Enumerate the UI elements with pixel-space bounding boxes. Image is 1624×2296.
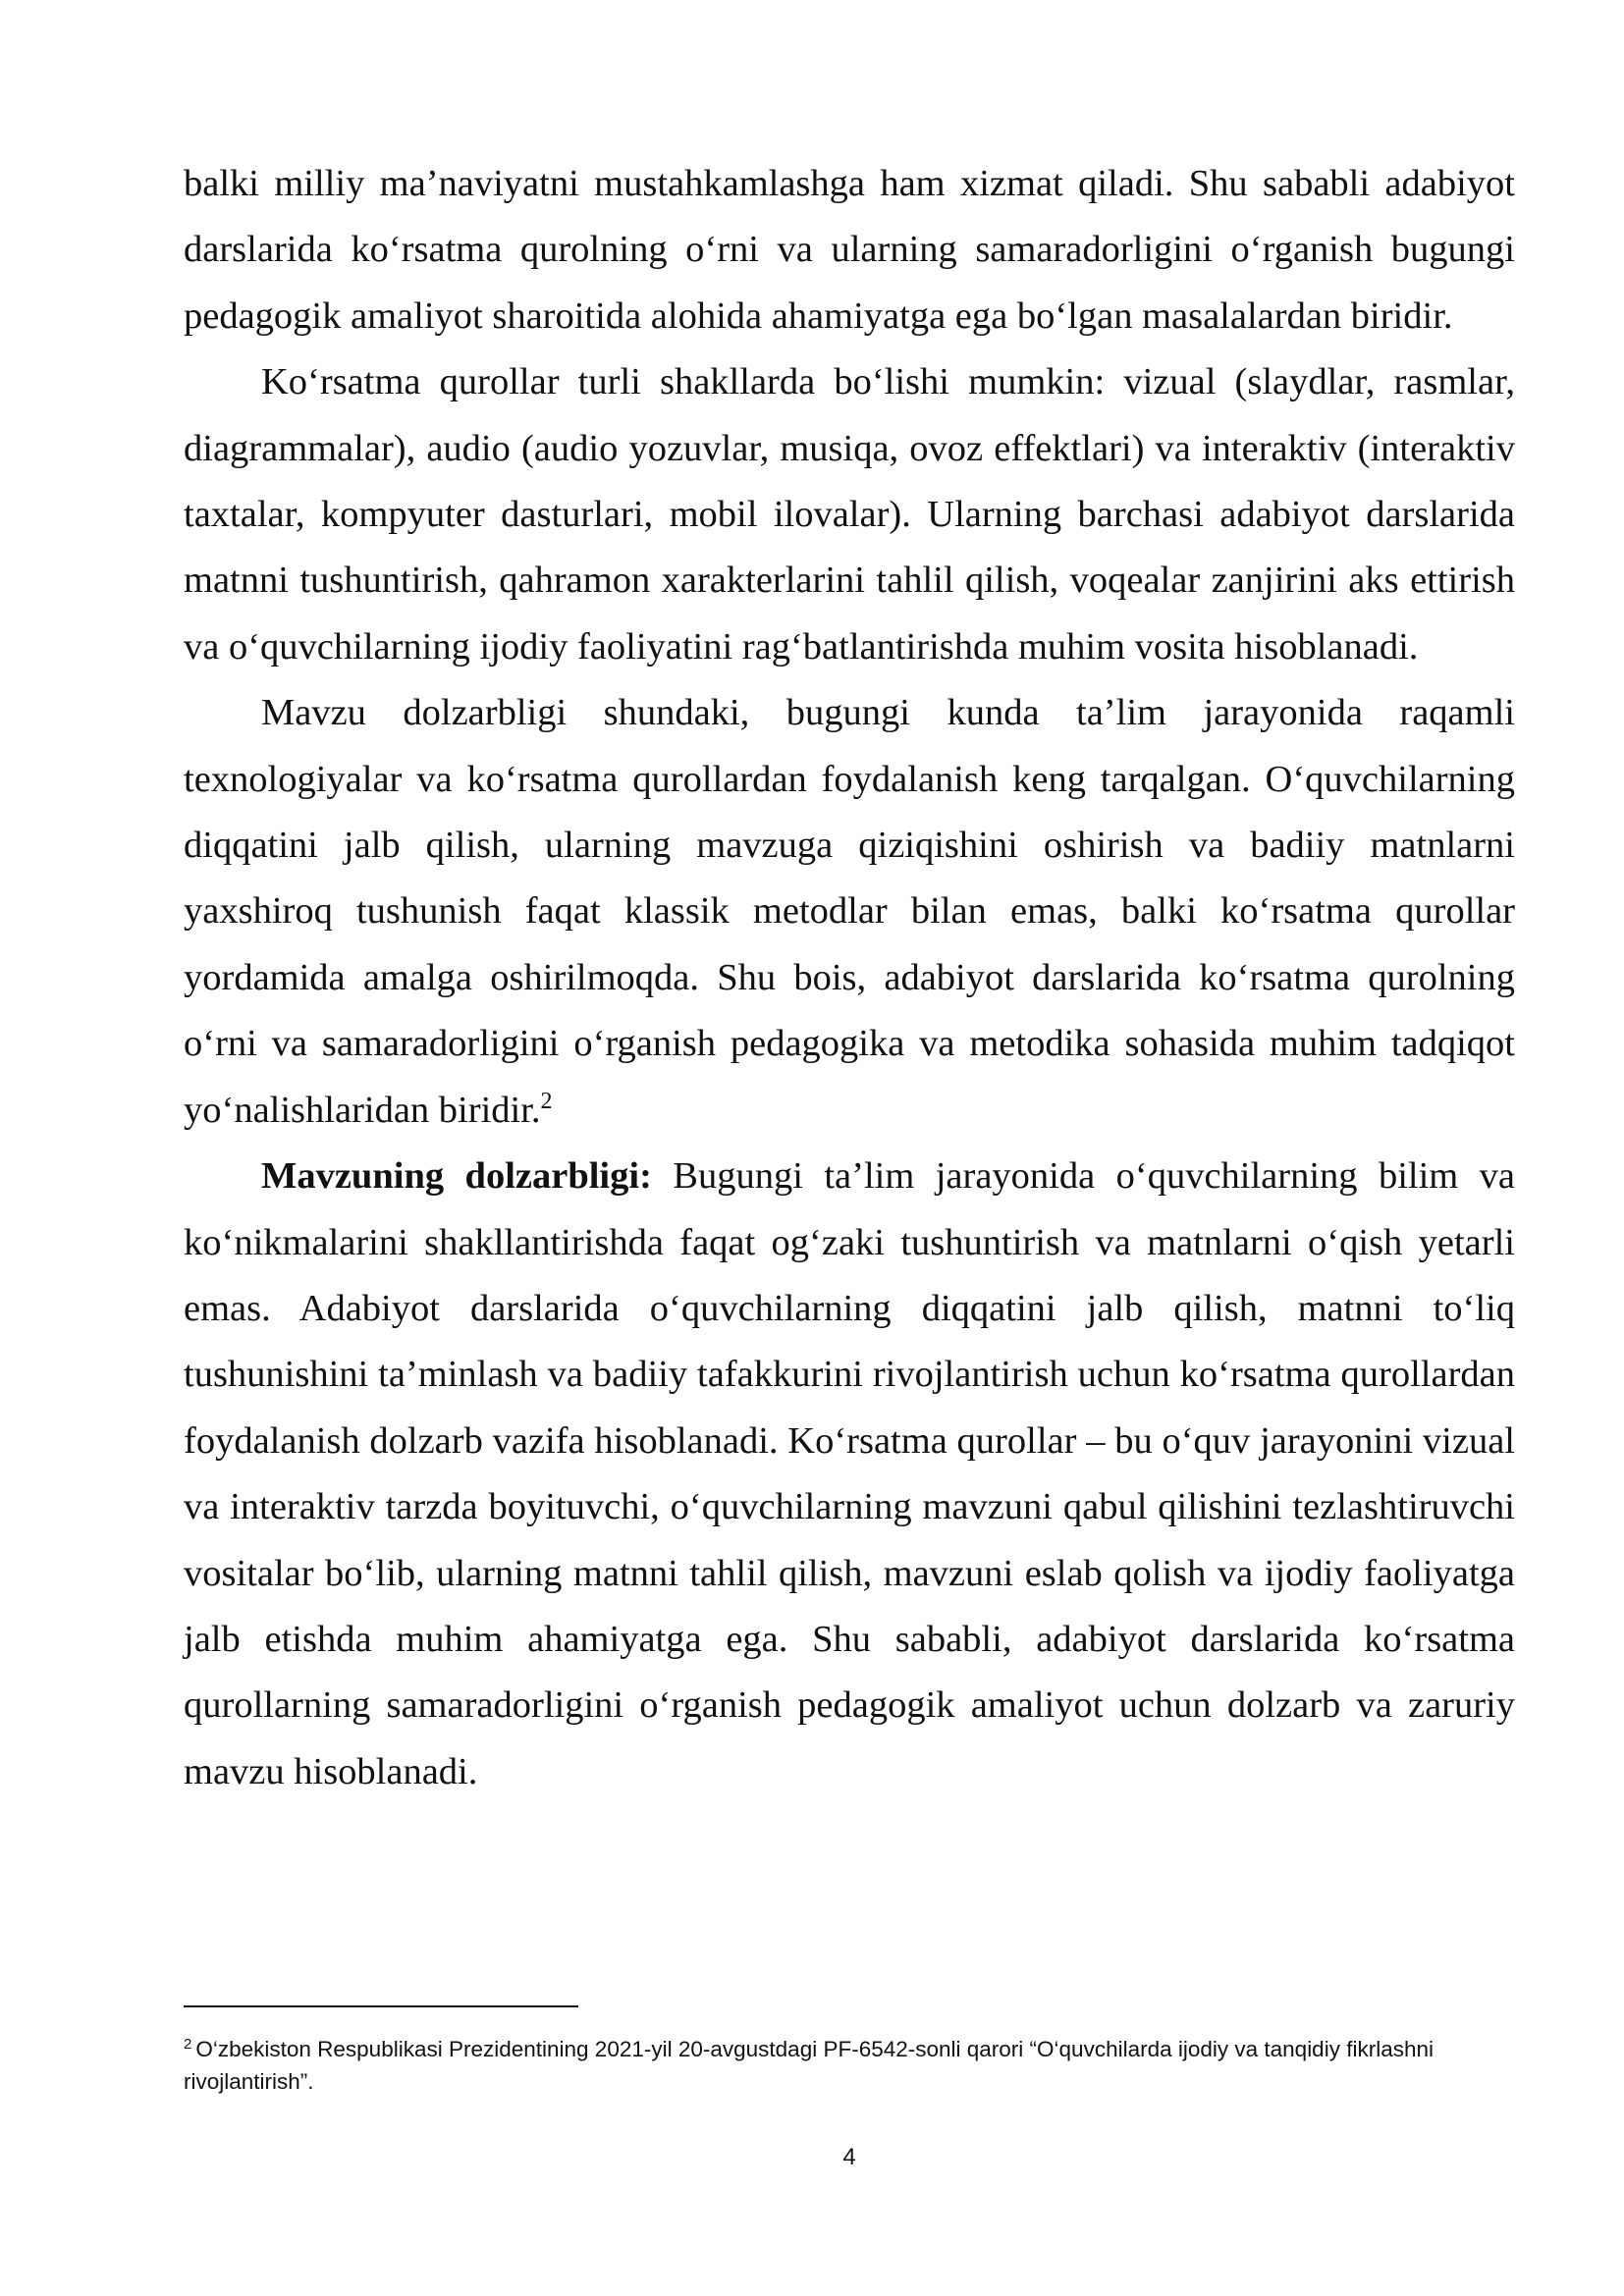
paragraph-topic-relevance <box>184 680 1515 1144</box>
paragraph-visual-aid-types <box>184 349 1515 680</box>
paragraph-text: Mavzu dolzarbligi shundaki, bugungi kunda ta’lim jarayonida raqamli texnologiyalar va ko‘rsatma qurollardan foydalanish keng tarqalgan. O‘quvchilarning diqqatini jalb qilish, ularning mavzuga qiziqishini oshirish va badiiy matnlarni yaxshiroq tushunish faqat klassik metodlar bilan emas, balki ko‘rsatma qurollar yordamida amalga oshirilmoqda. Shu bois, adabiyot darslarida ko‘rsatma qurolning o‘rni va samaradorligini o‘rganish pedagogika va metodika sohasida muhim tadqiqot yo‘nalishlaridan biridir. <box>184 692 1515 1131</box>
paragraph-text: Bugungi ta’lim jarayonida o‘quvchilarning bilim va ko‘nikmalarini shakllantirishda faqat og‘zaki tushuntirish va matnlarni o‘qish yetarli emas. Adabiyot darslarida o‘quvchilarning diqqatini jalb qilish, matnni to‘liq tushunishini ta’minlash va badiiy tafakkurini rivojlantirish uchun ko‘rsatma qurollardan foydalanish dolzarb vazifa hisoblanadi. Ko‘rsatma qurollar – bu o‘quv jarayonini vizual va interaktiv tarzda boyituvchi, o‘quvchilarning mavzuni qabul qilishini tezlashtiruvchi vositalar bo‘lib, ularning matnni tahlil qilish, mavzuni eslab qolish va ijodiy faoliyatga jalb etishda muhim ahamiyatga ega. Shu sababli, adabiyot darslarida ko‘rsatma qurollarning samaradorligini o‘rganish pedagogik amaliyot uchun dolzarb va zaruriy mavzu hisoblanadi. <box>184 1155 1515 1792</box>
footnote-separator <box>184 2005 578 2007</box>
paragraph-continuation <box>184 151 1515 349</box>
footnote-number: 2 <box>184 2035 192 2053</box>
paragraph-lead-heading: Mavzuning dolzarbligi: <box>261 1155 652 1198</box>
footnote <box>184 2033 1519 2098</box>
paragraph-relevance-section <box>184 1144 1515 1805</box>
footnote-reference[interactable]: 2 <box>540 1088 553 1114</box>
body-text <box>184 151 1515 1805</box>
paragraph-text: Ko‘rsatma qurollar turli shakllarda bo‘lishi mumkin: vizual (slaydlar, rasmlar, diagrammalar), audio (audio yozuvlar, musiqa, ovoz effektlari) va interaktiv (interaktiv taxtalar, kompyuter dasturlari, mobil ilovalar). Ularning barchasi adabiyot darslarida matnni tushuntirish, qahramon xarakterlarini tahlil qilish, voqealar zanjirini aks ettirish va o‘quvchilarning ijodiy faoliyatini rag‘batlantirishda muhim vosita hisoblanadi. <box>184 361 1515 667</box>
paragraph-text: balki milliy ma’naviyatni mustahkamlashga ham xizmat qiladi. Shu sababli adabiyot darslarida ko‘rsatma qurolning o‘rni va ularning samaradorligini o‘rganish bugungi pedagogik amaliyot sharoitida alohida ahamiyatga ega bo‘lgan masalalardan biridir. <box>184 163 1515 337</box>
footnote-text: O‘zbekiston Respublikasi Prezidentining 2021-yil 20-avgustdagi PF-6542-sonli qarori “O‘quvchilarda ijodiy va tanqidiy fikrlashni rivojlantirish”. <box>184 2037 1434 2094</box>
page-number: 4 <box>842 2144 856 2170</box>
